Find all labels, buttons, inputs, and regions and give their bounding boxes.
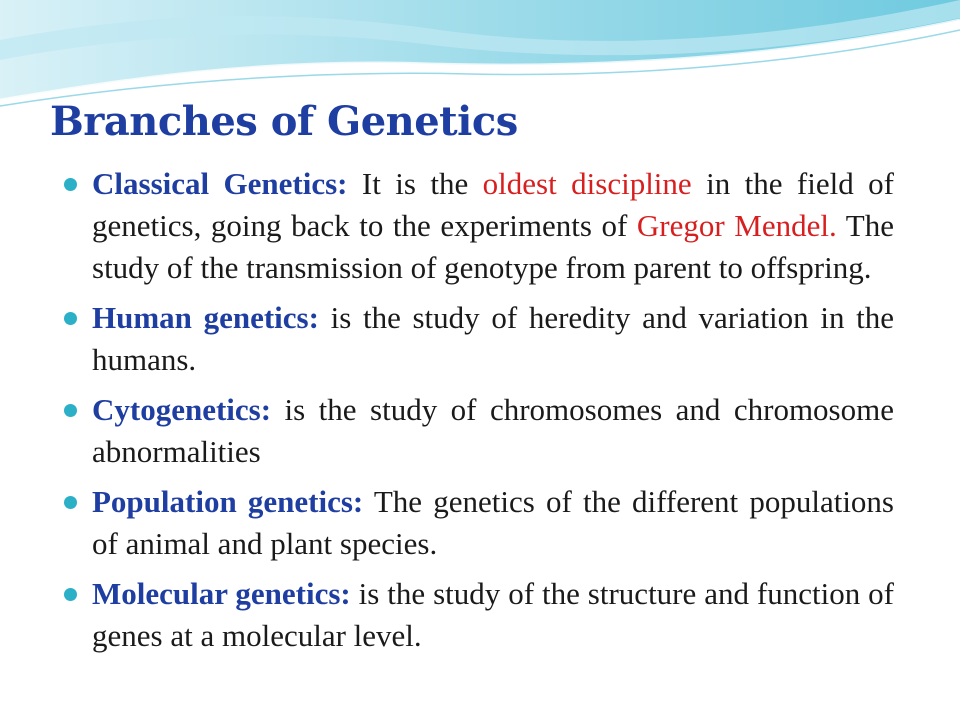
definition-text: is the study of the structure and function of genes at a molecular level. — [92, 576, 894, 653]
definition-text: The study of the transmission of genotype from parent to offspring. — [92, 208, 894, 285]
bullet-dot-icon — [64, 588, 77, 601]
bullet-molecular-genetics — [62, 573, 894, 657]
definition-text: is the study of heredity and variation in the humans. — [92, 300, 894, 377]
term-label: Classical Genetics: — [92, 166, 348, 201]
bullet-dot-icon — [64, 178, 77, 191]
highlight-text: oldest discipline — [482, 166, 692, 201]
bullet-classical-genetics — [62, 163, 894, 289]
highlight-text: Gregor Mendel. — [636, 208, 837, 243]
bullet-list — [62, 163, 894, 665]
bullet-dot-icon — [64, 312, 77, 325]
definition-text: is the study of chromosomes and chromosome abnormalities — [92, 392, 894, 469]
definition-text: It is the — [347, 166, 483, 201]
bullet-human-genetics — [62, 297, 894, 381]
header-wave-decoration — [0, 0, 960, 110]
term-label: Molecular genetics: — [92, 576, 351, 611]
definition-text: in the field of genetics, going back to the experiments of — [92, 166, 894, 243]
slide-title: Branches of Genetics — [50, 98, 518, 145]
term-label: Population genetics: — [92, 484, 364, 519]
term-label: Human genetics: — [92, 300, 319, 335]
term-label: Cytogenetics: — [92, 392, 272, 427]
bullet-dot-icon — [64, 404, 77, 417]
bullet-population-genetics — [62, 481, 894, 565]
bullet-dot-icon — [64, 496, 77, 509]
bullet-cytogenetics — [62, 389, 894, 473]
definition-text: The genetics of the different populations of animal and plant species. — [92, 484, 894, 561]
